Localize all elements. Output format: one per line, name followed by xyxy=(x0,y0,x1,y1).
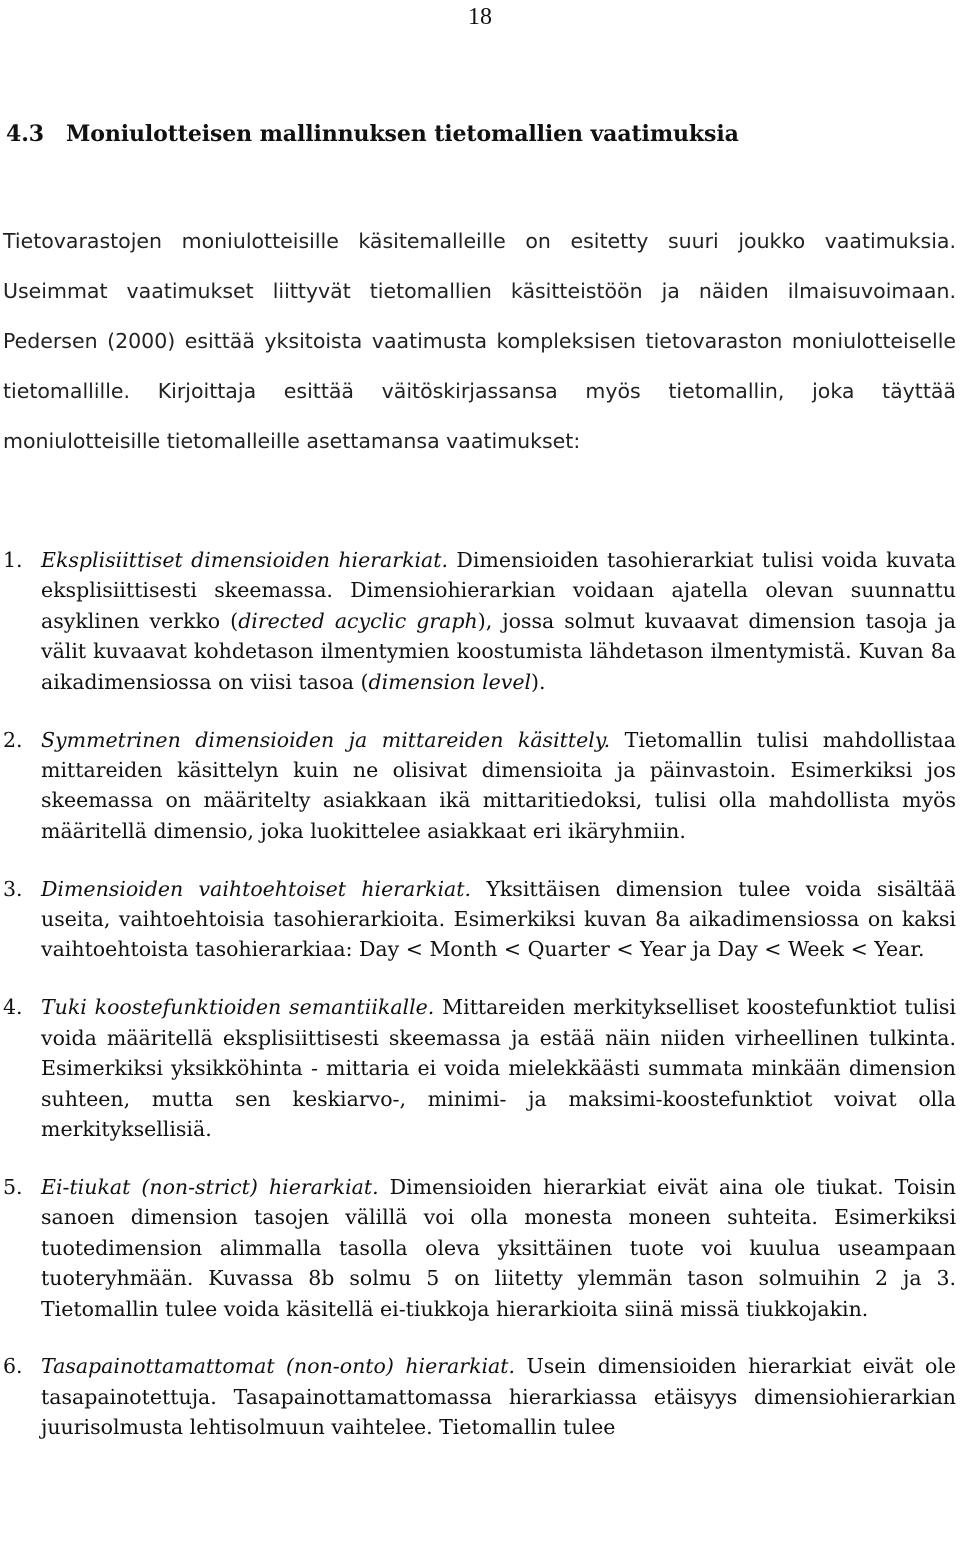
item-title: Tuki koostefunktioiden semantiikalle. xyxy=(41,995,435,1020)
item-number: 6. xyxy=(3,1354,23,1379)
item-body xyxy=(41,874,956,965)
section-heading xyxy=(6,116,739,152)
item-body xyxy=(41,725,956,847)
item-term: directed acyclic graph xyxy=(238,608,478,633)
list-item xyxy=(0,1172,960,1324)
list-item xyxy=(0,992,960,1144)
item-text: ), jossa solmut kuvaavat dimension tasoja ja välit kuvaavat kohdetason ilmentymien koostumista lähdetason ilmentymistä. Kuvan 8a aikadimensiossa on viisi tasoa ( xyxy=(41,608,956,694)
item-title: Symmetrinen dimensioiden ja mittareiden käsittely. xyxy=(41,727,611,752)
item-text: Tietomallin tulisi mahdollistaa mittareiden käsittelyn kuin ne olisivat dimensioita ja päinvastoin. Esimerkiksi jos skeemassa on määritelty asiakkaan ikä mittaritiedoksi, tulisi olla mahdollista myös määritellä dimensio, joka luokittelee asiakkaat eri ikäryhmiin. xyxy=(41,727,956,843)
item-body xyxy=(41,1172,956,1324)
item-body xyxy=(41,992,956,1144)
section-number: 4.3 xyxy=(6,121,44,147)
section-title: Moniulotteisen mallinnuksen tietomallien vaatimuksia xyxy=(66,121,739,147)
list-item xyxy=(0,725,960,847)
item-text: Yksittäisen dimension tulee voida sisältää useita, vaihtoehtoisia tasohierarkioita. Esimerkiksi kuvan 8a aikadimensiossa on kaksi vaihtoehtoista tasohierarkiaa: Day < Month < Quarter < Year ja Day < Week < Year. xyxy=(41,876,956,962)
item-title: Tasapainottamattomat (non-onto) hierarkiat. xyxy=(41,1354,516,1379)
item-number: 1. xyxy=(3,548,23,572)
item-title: Dimensioiden vaihtoehtoiset hierarkiat. xyxy=(41,876,472,901)
item-number: 4. xyxy=(3,995,23,1020)
item-number: 5. xyxy=(3,1174,23,1199)
list-item xyxy=(0,1351,960,1442)
list-item xyxy=(0,874,960,965)
item-number: 2. xyxy=(3,727,23,752)
item-text: Dimensioiden tasohierarkiat tulisi voida kuvata eksplisiittisesti skeemassa. Dimensiohierarkian voidaan ajatella olevan suunnattu asyklinen verkko ( xyxy=(41,548,956,633)
item-title: Eksplisiittiset dimensioiden hierarkiat. xyxy=(41,548,449,572)
item-body xyxy=(41,1351,956,1442)
item-title: Ei-tiukat (non-strict) hierarkiat. xyxy=(41,1174,379,1199)
intro-paragraph: Tietovarastojen moniulotteisille käsitemalleille on esitetty suuri joukko vaatimuksia. Useimmat vaatimukset liittyvät tietomallien käsitteistöön ja näiden ilmaisuvoimaan. Pedersen (2000) esittää yksitoista vaatimusta kompleksisen tietovaraston moniulotteiselle tietomallille. Kirjoittaja esittää väitöskirjassansa myös tietomallin, joka täyttää moniulotteisille tietomalleille asettamansa vaatimukset: xyxy=(3,229,956,453)
item-text: Dimensioiden hierarkiat eivät aina ole tiukat. Toisin sanoen dimension tasojen välillä voi olla monesta moneen suhteita. Esimerkiksi tuotedimension alimmalla tasolla oleva yksittäinen tuote voi kuulua useampaan tuoteryhmään. Kuvassa 8b solmu 5 on liitetty ylemmän tason solmuihin 2 ja 3. Tietomallin tulee voida käsitellä ei-tiukkoja hierarkioita siinä missä tiukkojakin. xyxy=(41,1174,956,1321)
list-item xyxy=(0,545,960,697)
item-number: 3. xyxy=(3,876,23,901)
item-text: Mittareiden merkitykselliset koostefunktiot tulisi voida määritellä eksplisiittisesti skeemassa ja estää näin niiden virheellinen tulkinta. Esimerkiksi yksikköhinta - mittaria ei voida mielekkäästi summata minkään dimension suhteen, mutta sen keskiarvo-, minimi- ja maksimi-koostefunktiot voivat olla merkityksellisiä. xyxy=(41,995,956,1141)
requirements-list xyxy=(0,545,960,1470)
item-term: dimension level xyxy=(368,669,532,694)
item-text: ). xyxy=(531,669,546,694)
page-number: 18 xyxy=(468,4,492,30)
item-text: Usein dimensioiden hierarkiat eivät ole tasapainotettuja. Tasapainottamattomassa hierarkiassa etäisyys dimensiohierarkian juurisolmusta lehtisolmuun vaihtelee. Tietomallin tulee xyxy=(41,1354,956,1440)
item-body xyxy=(41,545,956,697)
